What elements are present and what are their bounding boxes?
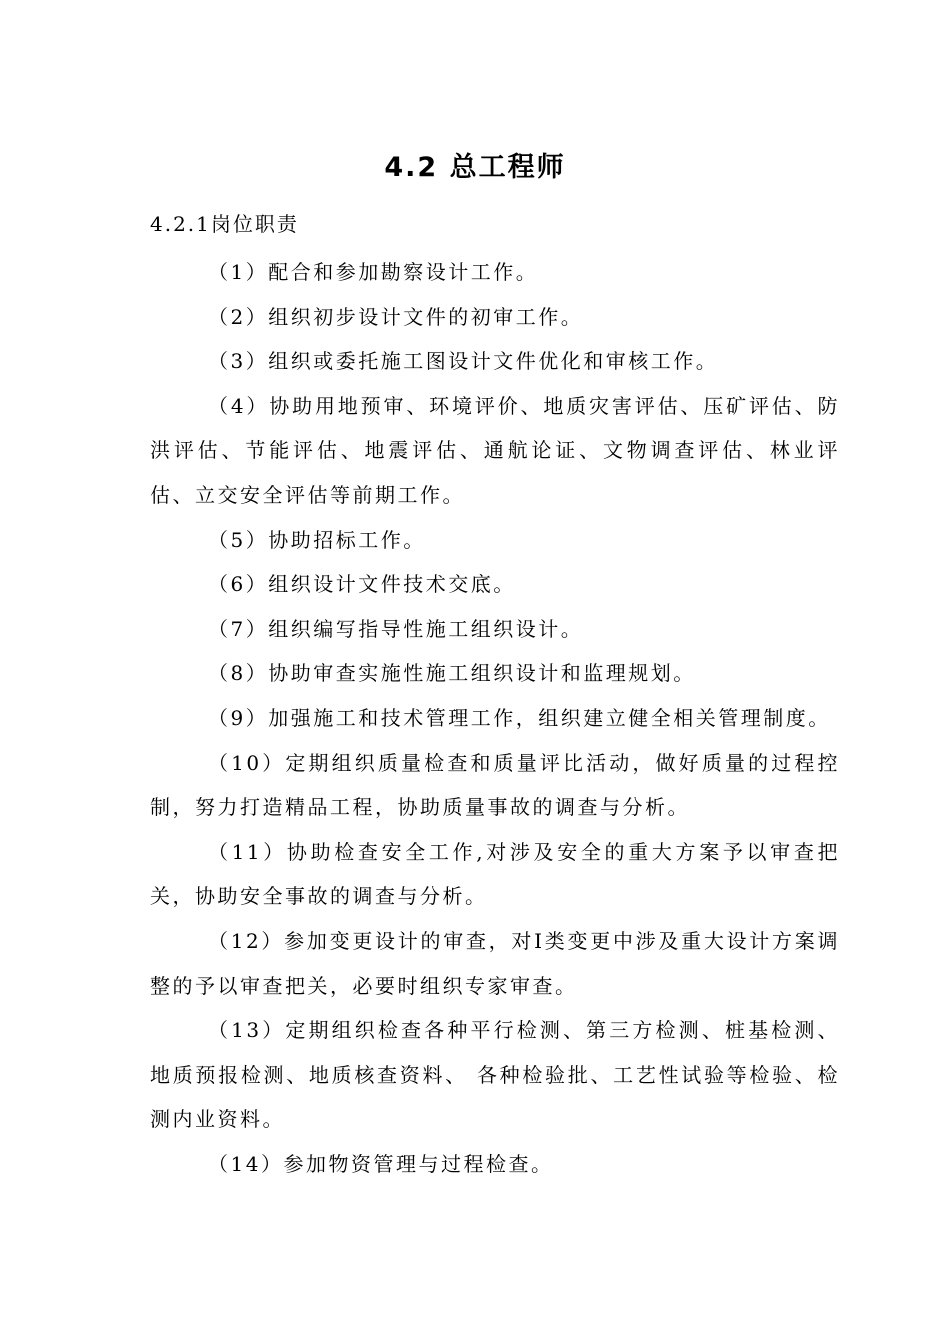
duty-item: （4）协助用地预审、环境评价、地质灾害评估、压矿评估、防洪评估、节能评估、地震评估、通航论证、文物调查评估、林业评估、立交安全评估等前期工作。 — [150, 393, 840, 507]
duty-item: （1）配合和参加勘察设计工作。 — [208, 260, 539, 284]
duty-item: （8）协助审查实施性施工组织设计和监理规划。 — [208, 661, 696, 686]
duty-list — [150, 250, 840, 1186]
duty-item: （2）组织初步设计文件的初审工作。 — [208, 304, 584, 329]
duty-item: （10）定期组织质量检查和质量评比活动，做好质量的过程控制，努力打造精品工程，协助质量事故的调查与分析。 — [150, 750, 840, 820]
duty-item: （5）协助招标工作。 — [208, 527, 426, 552]
duty-item: （14）参加物资管理与过程检查。 — [208, 1151, 554, 1176]
duty-item: （7）组织编写指导性施工组织设计。 — [208, 616, 584, 641]
page-title: 4.2 总工程师 — [384, 152, 566, 183]
duty-item: （9）加强施工和技术管理工作，组织建立健全相关管理制度。 — [208, 705, 831, 730]
duty-item: （13）定期组织检查各种平行检测、第三方检测、桩基检测、地质预报检测、地质核查资料、 各种检验批、工艺性试验等检验、检测内业资料。 — [150, 1018, 840, 1132]
duty-item: （11）协助检查安全工作,对涉及安全的重大方案予以审查把关，协助安全事故的调查与分析。 — [150, 839, 840, 909]
section-heading: 4.2.1岗位职责 — [150, 212, 299, 236]
duty-item: （3）组织或委托施工图设计文件优化和审核工作。 — [208, 349, 719, 374]
duty-item: （6）组织设计文件技术交底。 — [208, 572, 516, 597]
duty-item: （12）参加变更设计的审查，对I类变更中涉及重大设计方案调整的予以审查把关，必要时组织专家审查。 — [150, 928, 840, 998]
